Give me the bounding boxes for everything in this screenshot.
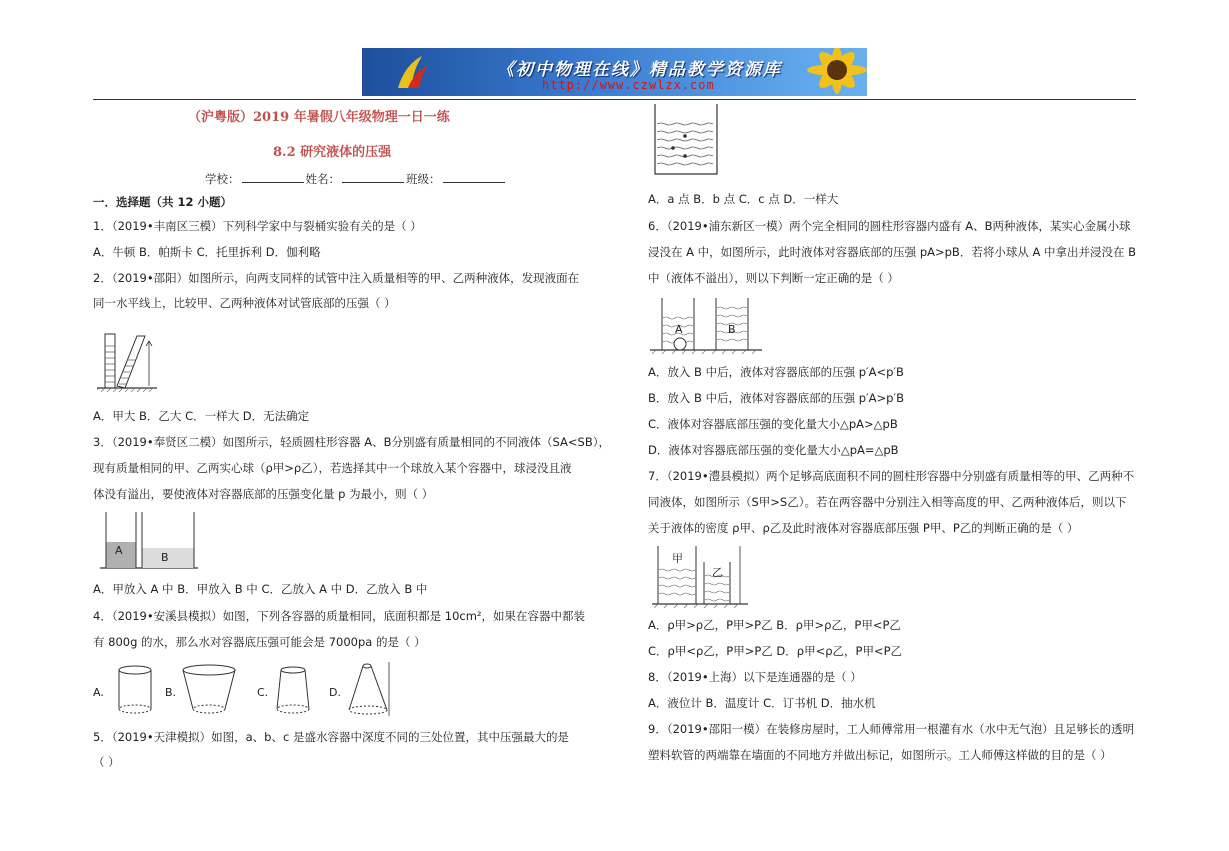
q5-text-2: （ ）	[93, 755, 120, 769]
q1-options: A．牛顿 B．帕斯卡 C．托里拆利 D．伽利略	[93, 245, 321, 259]
q7-label-jia: 甲	[672, 552, 683, 565]
school-label: 学校：	[205, 172, 240, 186]
doc-title: （沪粤版）2019 年暑假八年级物理一日一练	[188, 110, 450, 125]
q3-label-a: A	[115, 544, 123, 557]
q7-text-3: 关于液体的密度 ρ甲、ρ乙及此时液体对容器底部压强 P甲、P乙的判断正确的是（ ）	[648, 521, 1079, 535]
q7-text-1: 7．（2019•澧县模拟）两个足够高底面积不同的圆柱形容器中分别盛有质量相等的甲、乙两种不	[648, 469, 1135, 483]
q6-label-a: A	[675, 323, 683, 336]
q2-figure-test-tubes	[97, 328, 159, 392]
q4-option-d[interactable]: D.	[329, 686, 341, 699]
q6-option-d: D．液体对容器底部压强的变化量大小△pA=△pB	[648, 443, 899, 457]
logo-icon	[392, 54, 432, 92]
q4-option-b[interactable]: B.	[165, 686, 177, 699]
q6-option-a: A．放入 B 中后，液体对容器底部的压强 p′A<p′B	[648, 365, 904, 379]
q4-text-2: 有 800g 的水，那么水对容器底压强可能会是 7000pa 的是（ ）	[93, 635, 426, 649]
q4-wide-top-figure	[179, 663, 241, 717]
q3-figure-containers	[100, 510, 198, 570]
q3-text-1: 3．（2019•奉贤区二模）如图所示，轻质圆柱形容器 A、B分别盛有质量相同的不同液体（SA<SB），	[93, 435, 610, 449]
q7-figure-containers	[652, 544, 748, 610]
name-label: 姓名：	[305, 172, 340, 186]
q5-text-1: 5．（2019•天津模拟）如图，a、b、c 是盛水容器中深度不同的三处位置，其中压强最大的是	[93, 730, 569, 744]
q2-text-1: 2．（2019•邵阳）如图所示，向两支同样的试管中注入质量相等的甲、乙两种液体，发现液面在	[93, 271, 580, 285]
q6-option-b: B．放入 B 中后，液体对容器底部的压强 p′A>p′B	[648, 391, 904, 405]
q8-options: A．液位计 B．温度计 C．订书机 D．抽水机	[648, 696, 876, 710]
class-label: 班级：	[406, 172, 441, 186]
q6-option-c: C．液体对容器底部压强的变化量大小△pA>△pB	[648, 417, 898, 431]
q5-options: A．a 点 B．b 点 C．c 点 D．一样大	[648, 192, 839, 206]
q2-options: A．甲大 B．乙大 C．一样大 D．无法确定	[93, 409, 310, 423]
header-banner	[362, 48, 867, 96]
q4-cylinder-figure	[115, 663, 159, 717]
q2-text-2: 同一水平线上，比较甲、乙两种液体对试管底部的压强（ ）	[93, 296, 396, 310]
header-divider	[93, 99, 1136, 100]
q7-label-yi: 乙	[712, 566, 723, 579]
q3-label-b: B	[161, 551, 169, 564]
section-heading: 一．选择题（共 12 小题）	[93, 195, 233, 209]
q7-options-ab: A．ρ甲>ρ乙，P甲>P乙 B．ρ甲>ρ乙，P甲<P乙	[648, 618, 901, 632]
q3-text-3: 体没有溢出，要使液体对容器底部的压强变化量 p 为最小，则（ ）	[93, 487, 434, 501]
q9-text-2: 塑料软管的两端靠在墙面的不同地方并做出标记，如图所示。工人师傅这样做的目的是（ ）	[648, 748, 1112, 762]
q6-text-1: 6．（2019•浦东新区一模）两个完全相同的圆柱形容器内盛有 A、B两种液体，某实心金属小球	[648, 219, 1131, 233]
q4-option-a[interactable]: A.	[93, 686, 104, 699]
q6-label-b: B	[728, 323, 736, 336]
q6-text-3: 中（液体不溢出），则以下判断一定正确的是（ ）	[648, 271, 899, 285]
q7-text-2: 同液体，如图所示（S甲>S乙）。若在两容器中分别注入相等高度的甲、乙两种液体后，则以下	[648, 495, 1127, 509]
q4-option-c[interactable]: C.	[257, 686, 269, 699]
student-info	[205, 166, 507, 192]
banner-url[interactable]: http://www.czwlzx.com	[542, 78, 715, 92]
q9-text-1: 9．（2019•邵阳一模）在装修房屋时，工人师傅常用一根灌有水（水中无气泡）且足够长的透明	[648, 722, 1135, 736]
sunflower-icon	[797, 48, 867, 96]
q8-text: 8．（2019•上海）以下是连通器的是（ ）	[648, 670, 862, 684]
doc-subtitle: 8.2 研究液体的压强	[273, 145, 392, 160]
q4-narrow-top-figure	[273, 663, 317, 717]
q6-figure-containers	[650, 294, 762, 354]
q6-text-2: 浸没在 A 中，如图所示，此时液体对容器底部的压强 pA>pB．若将小球从 A 中拿出并浸没在 B	[648, 245, 1137, 259]
banner-title: 《初中物理在线》精品教学资源库	[497, 60, 782, 80]
q3-options: A．甲放入 A 中 B．甲放入 B 中 C．乙放入 A 中 D．乙放入 B 中	[93, 582, 428, 596]
q5-figure-container	[651, 100, 721, 178]
class-field[interactable]	[443, 170, 505, 183]
q4-cone-figure	[345, 660, 393, 718]
school-field[interactable]	[242, 170, 304, 183]
q4-text-1: 4．（2019•安溪县模拟）如图，下列各容器的质量相同，底面积都是 10cm²，如果在容器中都装	[93, 609, 586, 623]
q3-text-2: 现有质量相同的甲、乙两实心球（ρ甲>ρ乙），若选择其中一个球放入某个容器中，球浸没且液	[93, 461, 572, 475]
q7-options-cd: C．ρ甲<ρ乙，P甲>P乙 D．ρ甲<ρ乙，P甲<P乙	[648, 644, 903, 658]
name-field[interactable]	[342, 170, 404, 183]
q1-text: 1．（2019•丰南区三模）下列科学家中与裂桶实验有关的是（ ）	[93, 219, 422, 233]
